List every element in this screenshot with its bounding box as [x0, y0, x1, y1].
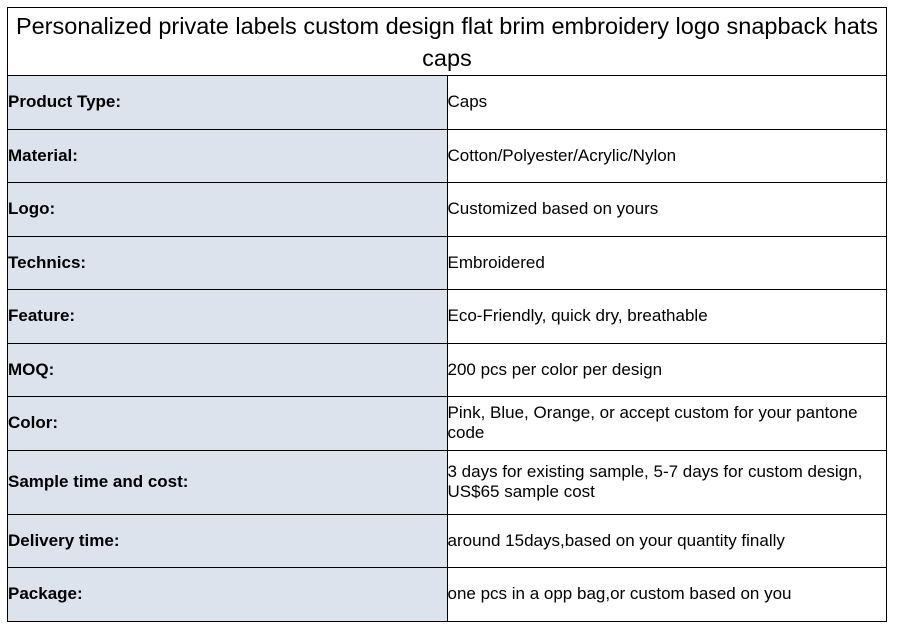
row-label: Delivery time: — [8, 514, 448, 568]
row-label: Technics: — [8, 236, 448, 290]
table-row-sample — [8, 450, 887, 514]
table-row-package — [8, 568, 887, 622]
row-value: Caps — [447, 76, 887, 130]
table-row-product-type — [8, 76, 887, 130]
product-spec-table — [7, 7, 887, 622]
row-value: 3 days for existing sample, 5-7 days for custom design, US$65 sample cost — [447, 450, 887, 514]
row-label: Color: — [8, 397, 448, 451]
row-value: one pcs in a opp bag,or custom based on you — [447, 568, 887, 622]
row-label: Feature: — [8, 290, 448, 344]
row-value: Pink, Blue, Orange, or accept custom for your pantone code — [447, 397, 887, 451]
row-label: Logo: — [8, 183, 448, 237]
row-label: Sample time and cost: — [8, 450, 448, 514]
row-label: MOQ: — [8, 343, 448, 397]
table-title: Personalized private labels custom design flat brim embroidery logo snapback hats caps — [8, 8, 887, 76]
row-label: Material: — [8, 129, 448, 183]
table-row-material — [8, 129, 887, 183]
title-row — [8, 8, 887, 76]
table-row-moq — [8, 343, 887, 397]
table-row-feature — [8, 290, 887, 344]
row-value: Customized based on yours — [447, 183, 887, 237]
table-row-technics — [8, 236, 887, 290]
row-value: around 15days,based on your quantity finally — [447, 514, 887, 568]
table-row-logo — [8, 183, 887, 237]
row-value: Embroidered — [447, 236, 887, 290]
table-row-color — [8, 397, 887, 451]
row-label: Product Type: — [8, 76, 448, 130]
row-label: Package: — [8, 568, 448, 622]
row-value: Eco-Friendly, quick dry, breathable — [447, 290, 887, 344]
row-value: 200 pcs per color per design — [447, 343, 887, 397]
row-value: Cotton/Polyester/Acrylic/Nylon — [447, 129, 887, 183]
table-row-delivery — [8, 514, 887, 568]
